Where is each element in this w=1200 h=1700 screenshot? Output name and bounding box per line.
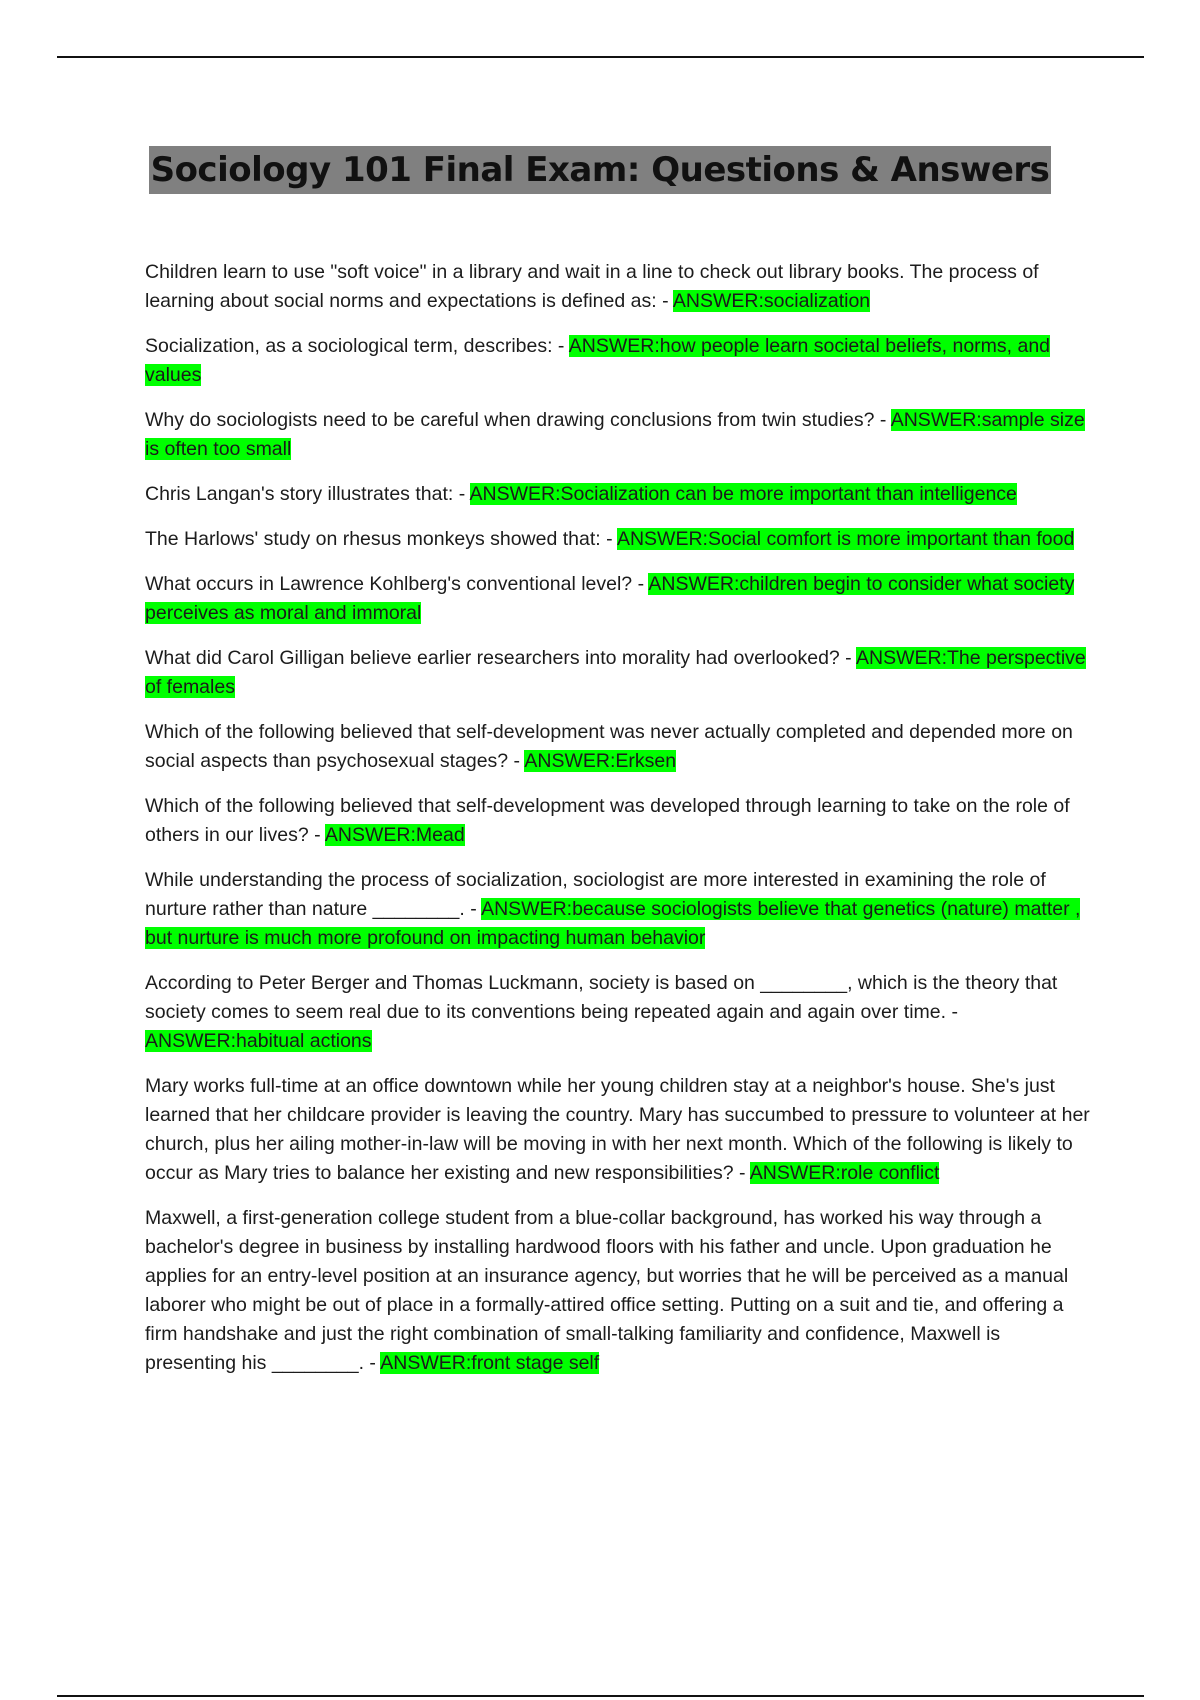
answer-highlight: ANSWER:Social comfort is more important than food (616, 528, 1075, 550)
question-text: The Harlows' study on rhesus monkeys showed that: - (145, 528, 617, 550)
qa-item (145, 525, 1090, 554)
answer-highlight: ANSWER:how people learn societal beliefs, norms, and values (145, 335, 1051, 386)
answer-highlight: ANSWER:Socialization can be more important than intelligence (469, 483, 1017, 505)
answer-highlight: ANSWER:socialization (672, 290, 871, 312)
page-title: Sociology 101 Final Exam: Questions & Answers (149, 146, 1052, 194)
question-text: What did Carol Gilligan believe earlier researchers into morality had overlooked? - (145, 647, 857, 669)
question-text: Which of the following believed that self-development was developed through learning to take on the role of others in our lives? - (145, 795, 1070, 846)
answer-highlight: ANSWER:role conflict (749, 1162, 940, 1184)
question-text: Maxwell, a first-generation college student from a blue-collar background, has worked his way through a bachelor's degree in business by installing hardwood floors with his father and uncle. Upon graduation he applies for an entry-level position at an insurance agency, but worries that he will be perceived as a manual laborer who might be out of place in a formally-attired office setting. Putting on a suit and tie, and offering a firm handshake and just the right combination of small-talking familiarity and confidence, Maxwell is presenting his ________. - (145, 1207, 1069, 1374)
question-text: Chris Langan's story illustrates that: - (145, 483, 470, 505)
question-text: While understanding the process of socialization, sociologist are more interested in examining the role of nurture rather than nature ________. - (145, 869, 1046, 920)
answer-highlight: ANSWER:front stage self (380, 1352, 600, 1374)
answer-highlight: ANSWER:because sociologists believe that genetics (nature) matter , but nurture is much more profound on impacting human behavior (145, 898, 1081, 949)
qa-item (145, 969, 1090, 1056)
qa-list (145, 258, 1090, 1394)
header-rule (57, 56, 1144, 58)
answer-highlight: ANSWER:The perspective of females (145, 647, 1086, 698)
question-text: Which of the following believed that self-development was never actually completed and depended more on social aspects than psychosexual stages? - (145, 721, 1073, 772)
qa-item (145, 480, 1090, 509)
question-text: Mary works full-time at an office downtown while her young children stay at a neighbor's house. She's just learned that her childcare provider is leaving the country. Mary has succumbed to pressure to volunteer at her church, plus her ailing mother-in-law will be moving in with her next month. Which of the following is likely to occur as Mary tries to balance her existing and new responsibilities? - (145, 1075, 1090, 1184)
answer-highlight: ANSWER:Mead (324, 824, 465, 846)
qa-item (145, 570, 1090, 628)
qa-item (145, 792, 1090, 850)
answer-highlight: ANSWER:habitual actions (145, 1030, 372, 1052)
answer-highlight: ANSWER:sample size is often too small (145, 409, 1085, 460)
qa-item (145, 406, 1090, 464)
question-text: Why do sociologists need to be careful when drawing conclusions from twin studies? - (145, 409, 891, 431)
qa-item (145, 1204, 1090, 1378)
footer-rule (57, 1695, 1144, 1697)
question-text: Socialization, as a sociological term, describes: - (145, 335, 569, 357)
qa-item (145, 258, 1090, 316)
question-text: What occurs in Lawrence Kohlberg's conventional level? - (145, 573, 649, 595)
answer-highlight: ANSWER:children begin to consider what society perceives as moral and immoral (145, 573, 1075, 624)
title-container (0, 146, 1200, 194)
qa-item (145, 332, 1090, 390)
qa-item (145, 866, 1090, 953)
question-text: Children learn to use "soft voice" in a library and wait in a line to check out library books. The process of learning about social norms and expectations is defined as: - (145, 261, 1039, 312)
qa-item (145, 644, 1090, 702)
answer-highlight: ANSWER:Erksen (524, 750, 677, 772)
qa-item (145, 1072, 1090, 1188)
question-text: According to Peter Berger and Thomas Luckmann, society is based on ________, which is the theory that society comes to seem real due to its conventions being repeated again and again over time. - (145, 972, 1058, 1023)
qa-item (145, 718, 1090, 776)
